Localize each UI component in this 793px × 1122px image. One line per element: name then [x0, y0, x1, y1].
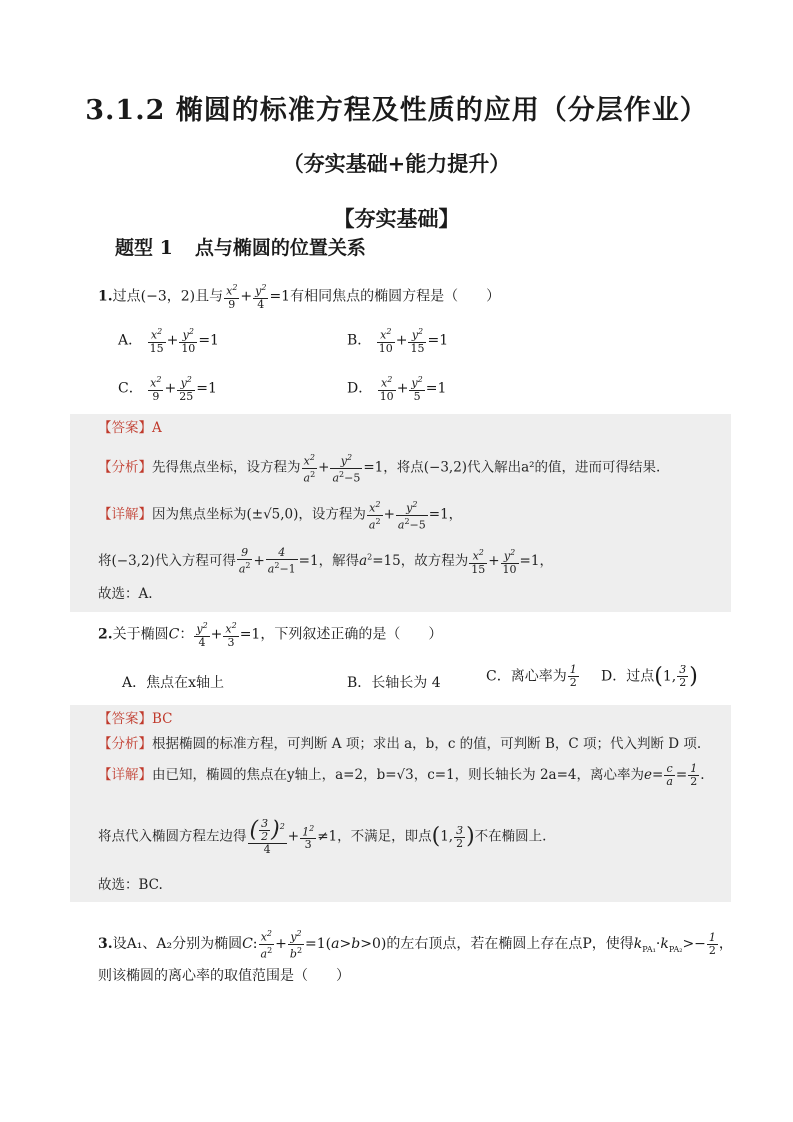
option-label: D．过点	[601, 668, 655, 685]
answer-line	[98, 709, 173, 729]
analysis-tag: 【分析】	[98, 736, 152, 752]
detail-text: 将点代入椭圆方程左边得	[98, 828, 247, 845]
q2-option-d[interactable]: D．过点(1, $\frac{3}{2}$ )	[601, 663, 698, 689]
question-text: ，下列叙述正确的是（ ）	[260, 626, 443, 643]
detail-text: 由已知，椭圆的焦点在y轴上，a=2，b=√3，c=1，则长轴长为 2a=4，离心率为	[152, 767, 645, 783]
analysis-text: 先得焦点坐标，设方程为	[152, 459, 301, 476]
question-3-stem-line-2: 则该椭圆的离心率的取值范围是（ ）	[98, 968, 350, 984]
detail-tag: 【详解】	[98, 506, 152, 523]
question-number: 2.	[98, 626, 113, 643]
option-label: C．	[118, 380, 143, 397]
detail-text: ，不满足，即点	[337, 828, 432, 845]
question-type-text: 点与椭圆的位置关系	[194, 237, 366, 259]
detail-text: 将(−3,2)代入方程可得	[98, 552, 236, 569]
question-number: 1.	[98, 288, 113, 305]
detail-tag: 【详解】	[98, 767, 152, 783]
q1-option-a[interactable]: A． $\frac{x^2}{15}$ + $\frac{y^2}{10}$ =1	[118, 327, 219, 355]
question-number: 3.	[98, 936, 113, 953]
detail-text: 不在椭圆上.	[474, 828, 547, 845]
answer-tag: 【答案】	[98, 420, 152, 436]
answer-box-1	[70, 414, 731, 612]
answer-box-2	[70, 705, 731, 902]
question-text: 的左右顶点，若在椭圆上存在点P，使得	[386, 936, 634, 953]
question-text: 有相同焦点的椭圆方程是（ ）	[290, 288, 501, 305]
option-label: A．	[118, 332, 143, 349]
option-label: D．	[347, 380, 373, 397]
q2-option-a[interactable]: A．焦点在x轴上	[122, 675, 225, 691]
analysis-tag: 【分析】	[98, 459, 152, 476]
analysis-text: 根据椭圆的标准方程，可判断 A 项；求出 a，b，c 的值，可判断 B，C 项；代入判断 D 项.	[152, 736, 702, 752]
q1-option-c[interactable]: C． $\frac{x^2}{9}$ + $\frac{y^2}{25}$ =1	[118, 375, 217, 403]
question-text: 设A₁、A₂分别为椭圆	[112, 936, 243, 953]
conclusion-line: 故选：A.	[98, 586, 153, 602]
detail-text: ，故方程为	[400, 552, 469, 569]
question-3-stem: 3.设A₁、A₂分别为椭圆C: $\frac{x^2}{a^2}$ + $\frac{y^2}{b^2}$ =1(a>b>0)的左右顶点，若在椭圆上存在点P，使得$k_{PA_1}\cdot k_{PA_2}>-$ $\frac{1}{2}$ ，	[98, 929, 733, 961]
page-subtitle: （夯实基础+能力提升）	[282, 151, 511, 176]
q1-option-d[interactable]: D． $\frac{x^2}{10}$ + $\frac{y^2}{5}$ =1	[347, 375, 447, 403]
question-text: 过点(−3，2)且与	[112, 288, 224, 305]
section-heading: 【夯实基础】	[333, 206, 460, 231]
q1-option-b[interactable]: B． $\frac{x^2}{10}$ + $\frac{y^2}{15}$ =1	[347, 327, 449, 355]
question-type-heading	[115, 233, 366, 260]
analysis-line	[98, 734, 701, 754]
question-2-stem: 2.关于椭圆C： $\frac{y^2}{4}$ + $\frac{x^2}{3}$ =1，下列叙述正确的是（ ）	[98, 621, 443, 649]
question-1-stem: 1.过点(−3，2)且与 $\frac{x^2}{9}$ + $\frac{y^2}{4}$ =1有相同焦点的椭圆方程是（ ）	[98, 283, 501, 311]
detail-text: ，设方程为	[298, 506, 366, 523]
answer-value: A	[152, 420, 162, 436]
detail-text: ，解得	[318, 552, 360, 569]
conclusion-line: 故选：BC.	[98, 877, 163, 893]
q2-option-c[interactable]: C．离心率为 $\frac{1}{2}$	[486, 663, 577, 689]
detail-line: 【详解】因为焦点坐标为(±√5,0)，设方程为 $\frac{x^2}{a^2}$ + $\frac{y^2}{a^2-5}$ =1，	[98, 500, 463, 532]
q2-option-b[interactable]: B．长轴长为 4	[347, 675, 441, 691]
question-type-label: 题型 1	[115, 237, 173, 259]
detail-line-2: 将点代入椭圆方程左边得 ( $\frac{3}{2}$ )$^2$ 4 + $\frac{1^2}{3}$ ≠1，不满足，即点(1, $\frac{3}{2}$ )不在椭圆上.	[98, 817, 547, 856]
analysis-line: 【分析】先得焦点坐标，设方程为 $\frac{x^2}{a^2}$ + $\frac{y^2}{a^2-5}$ =1，将点(−3,2)代入解出a²的值，进而可得结果.	[98, 453, 661, 485]
answer-value: BC	[152, 711, 173, 727]
analysis-text: ，将点	[383, 459, 424, 476]
question-text: 关于椭圆	[112, 626, 169, 643]
option-label: B．	[347, 332, 372, 349]
answer-tag: 【答案】	[98, 711, 152, 727]
question-text: ，	[718, 936, 733, 953]
page-title: 3.1.2 椭圆的标准方程及性质的应用（分层作业）	[85, 95, 708, 126]
detail-line: 【详解】由已知，椭圆的焦点在y轴上，a=2，b=√3，c=1，则长轴长为 2a=4，离心率为e= $\frac{c}{a}$ = $\frac{1}{2}$ .	[98, 762, 705, 788]
option-label: C．离心率为	[486, 668, 567, 685]
analysis-text: 代入解出a²的值，进而可得结果.	[467, 459, 661, 476]
detail-line-2: 将(−3,2)代入方程可得 $\frac{9}{a^2}$ + $\frac{4}{a^2-1}$ =1，解得$a^2=15$，故方程为 $\frac{x^2}{15}$ + $\frac{y^2}{10}$ =1，	[98, 546, 553, 576]
detail-text: 因为焦点坐标为	[152, 506, 247, 523]
answer-line	[98, 418, 162, 438]
